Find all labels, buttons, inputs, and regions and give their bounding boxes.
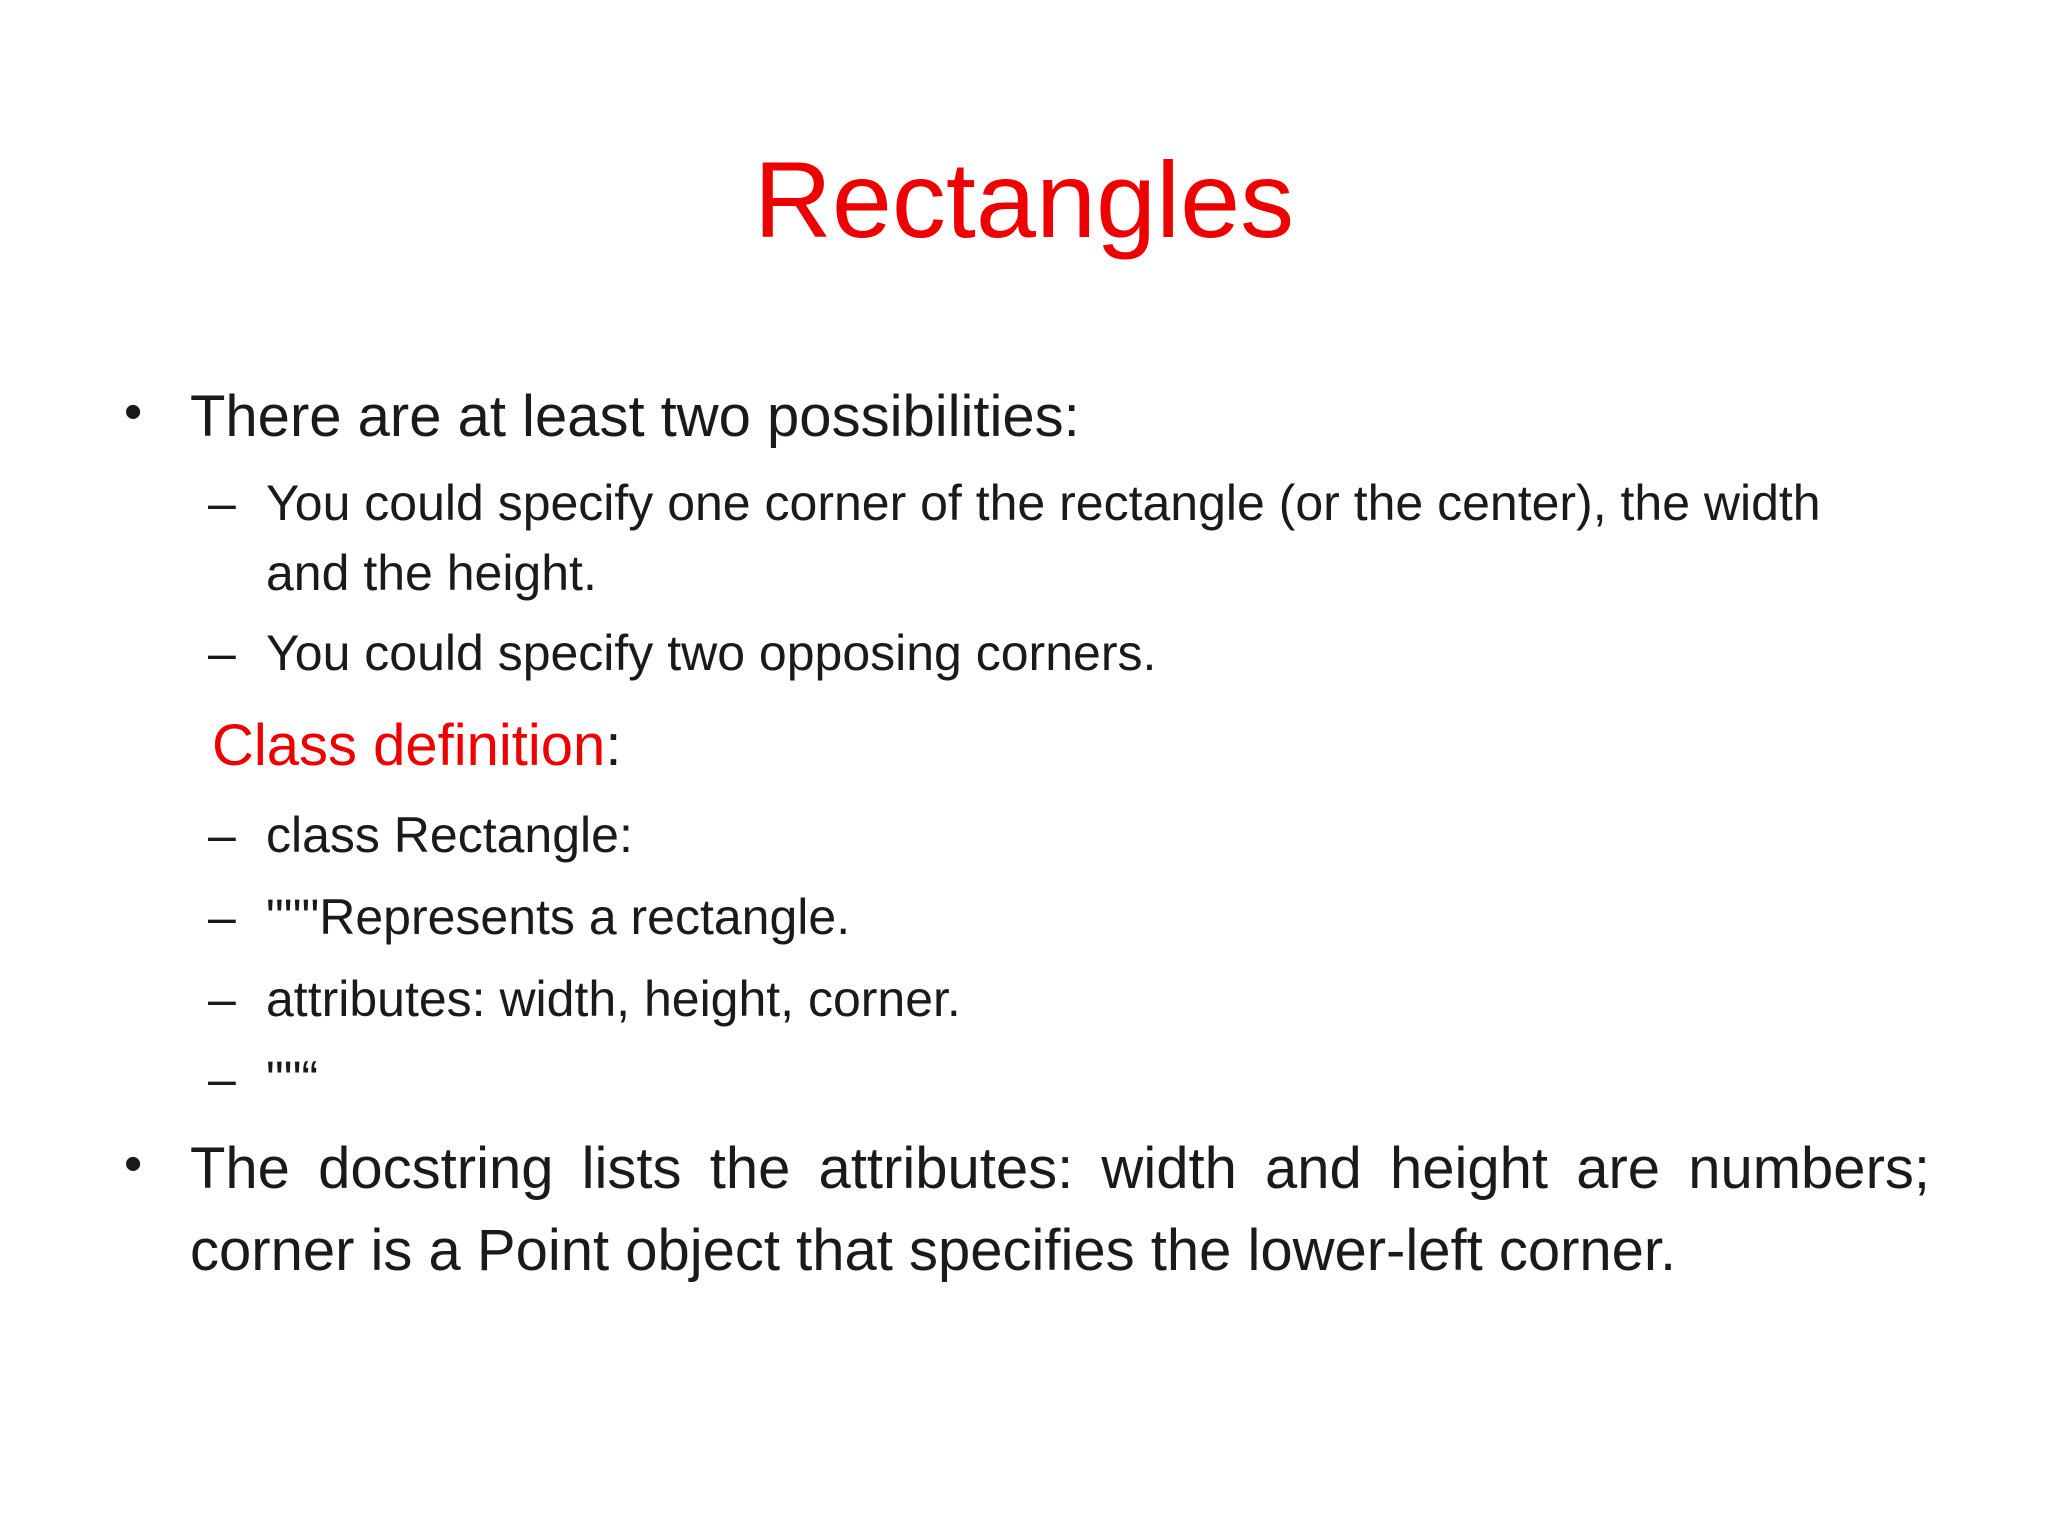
dash-icon: – — [208, 475, 236, 531]
sub-item-text: You could specify two opposing corners. — [266, 625, 1157, 681]
sub-item-text: ""“ — [266, 1051, 319, 1107]
sub-item-text: attributes: width, height, corner. — [266, 971, 961, 1027]
bullet-text: There are at least two possibilities: — [190, 384, 1080, 449]
bullet-text: The docstring lists the attributes: width and height are numbers; corner is a Point object that specifies the lower-left corner. — [190, 1136, 1930, 1283]
slide-title: Rectangles — [753, 139, 1295, 260]
dash-icon: – — [208, 625, 236, 681]
class-definition-heading — [212, 706, 621, 786]
sub-item-text: """Represents a rectangle. — [266, 889, 851, 945]
dash-icon: – — [208, 1051, 236, 1107]
bullet-icon: • — [124, 1135, 143, 1193]
dash-icon: – — [208, 807, 236, 863]
sub-item-text: You could specify one corner of the rectangle (or the center), the width and the height. — [266, 475, 1821, 601]
class-definition-label: Class definition — [212, 713, 606, 778]
sub-item-text: class Rectangle: — [266, 807, 633, 863]
bullet-icon: • — [124, 383, 143, 441]
class-definition-colon: : — [605, 713, 622, 778]
dash-icon: – — [208, 971, 236, 1027]
dash-icon: – — [208, 889, 236, 945]
